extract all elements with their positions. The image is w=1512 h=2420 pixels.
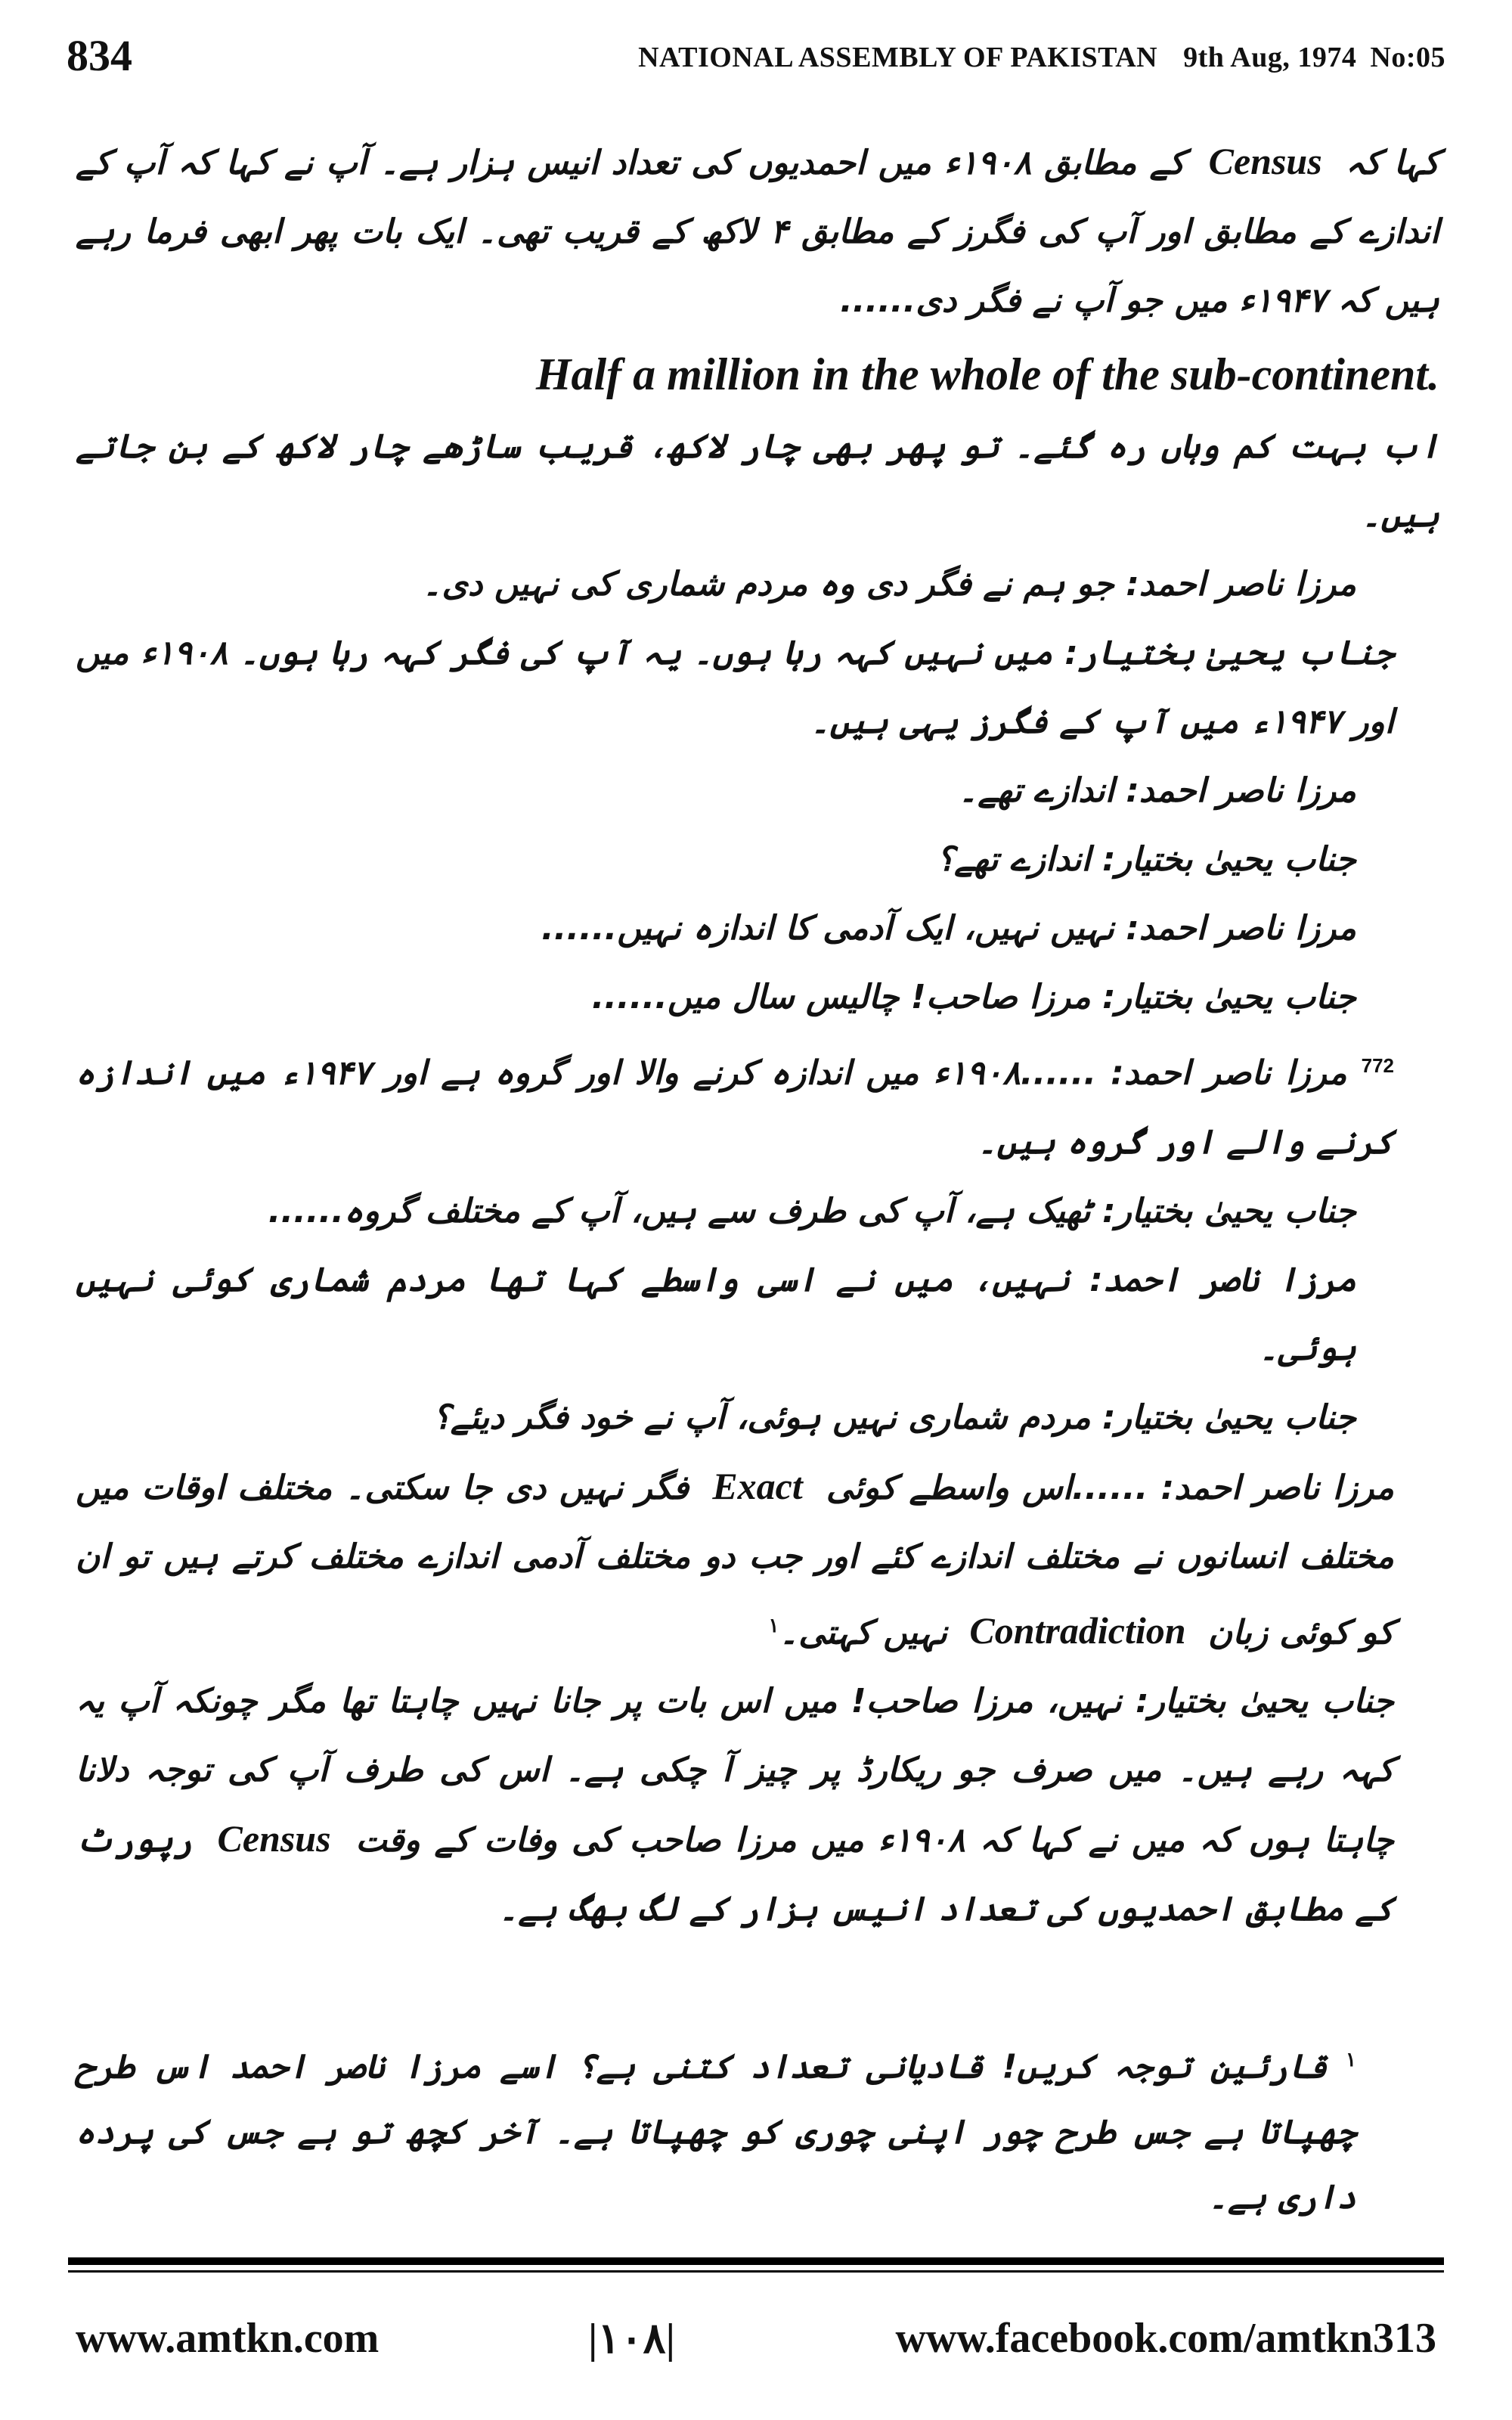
footnote — [76, 2027, 1439, 2230]
speaker-label: جناب یحییٰ بختیار: — [1102, 840, 1356, 879]
term-exact: Exact — [712, 1464, 803, 1507]
footnote-body: قارئین توجہ کریں! قادیانی تعداد کتنی ہے؟ اسے مرزا ناصر احمد اس طرح چھپاتا ہے جس طرح چور اپنی چوری کو چھپاتا ہے۔ آخر کچھ تو ہے جس کی پردہ داری ہے۔ — [76, 2047, 1356, 2217]
dialogue-text: ٹھیک ہے، آپ کی طرف سے ہیں، آپ کے مختلف گروہ...... — [268, 1191, 1091, 1230]
book-page-number: |۱۰۸| — [588, 2316, 675, 2363]
dialogue-text-a: نہیں، مرزا صاحب! میں اس بات پر جانا نہیں چاہتا تھا مگر چونکہ آپ یہ کہہ رہے ہیں۔ میں صرف جو ریکارڈ پر چیز آ چکی ہے۔ اس کی طرف آپ کی توجہ دلانا چاہتا ہوں کہ میں نے کہا کہ ۱۹۰۸ء میں مرزا صاحب کی وفات کے وقت — [76, 1682, 1394, 1860]
speaker-label: جناب یحییٰ بختیار: — [1102, 1191, 1356, 1230]
footer-facebook-link[interactable]: www.facebook.com/amtkn313 — [895, 2315, 1436, 2362]
speaker-label: جناب یحییٰ بختیار: — [1102, 978, 1356, 1016]
footer-rule-thin — [68, 2270, 1444, 2273]
footnote-ref: ۱ — [768, 1613, 779, 1637]
dialogue-line-10 — [76, 1177, 1439, 1246]
page-footer — [67, 2314, 1445, 2375]
dialogue-text: مردم شماری نہیں ہوئی، آپ نے خود فگر دیئے؟ — [432, 1398, 1091, 1437]
dialogue-line-9 — [76, 1032, 1439, 1177]
speaker-label: مرزا ناصر احمد: — [1111, 1053, 1347, 1093]
dialogue-text-a: ......اس واسطے کوئی — [826, 1468, 1148, 1507]
speaker-label: مرزا ناصر احمد: — [1126, 909, 1356, 948]
dialogue-text-b: رپورٹ کے مطابق احمدیوں کی تعداد انیس ہزار کے لگ بھگ ہے۔ — [76, 1821, 1394, 1929]
dialogue-line-4 — [76, 619, 1439, 756]
footer-rule-thick — [68, 2257, 1444, 2265]
page-marker: 772 — [1361, 1054, 1394, 1077]
english-quote: Half a million in the whole of the sub-continent. — [535, 349, 1439, 399]
dialogue-text-b: فگر نہیں دی جا سکتی۔ مختلف اوقات میں مختلف انسانوں نے مختلف اندازے کئے اور جب دو مختلف آدمی اندازے مختلف کرتے ہیں تو ان کو کوئی زبان — [76, 1468, 1394, 1652]
speaker-label: مرزا ناصر احمد: — [1126, 771, 1356, 810]
page-header — [67, 30, 1445, 91]
dialogue-text: جو ہم نے فگر دی وہ مردم شماری کی نہیں دی۔ — [422, 565, 1114, 603]
speaker-label: مرزا ناصر احمد: — [1126, 565, 1356, 603]
dialogue-text: میں نہیں کہہ رہا ہوں۔ یہ آپ کی فگر کہہ رہا ہوں۔ ۱۹۰۸ء میں اور ۱۹۴۷ء میں آپ کے فگرز یہی ہیں۔ — [76, 634, 1394, 741]
dialogue-text: ......۱۹۰۸ء میں اندازہ کرنے والا اور گروہ ہے اور ۱۹۴۷ء میں اندازہ کرنے والے اور گروہ ہیں۔ — [76, 1053, 1394, 1162]
dialogue-line-7 — [76, 894, 1439, 963]
speaker-label: مرزا ناصر احمد: — [1089, 1260, 1356, 1299]
dialogue-line-12 — [76, 1383, 1439, 1452]
page-number: 834 — [67, 31, 132, 80]
term-census: Census — [1208, 140, 1322, 182]
page-body — [76, 127, 1439, 1944]
dialogue-line-6 — [76, 825, 1439, 894]
speaker-label: مرزا ناصر احمد: — [1160, 1468, 1394, 1507]
publication-title: NATIONAL ASSEMBLY OF PAKISTAN — [638, 42, 1158, 73]
footer-website-link[interactable]: www.amtkn.com — [76, 2315, 380, 2362]
dialogue-line-11 — [76, 1246, 1439, 1383]
dialogue-text: اندازے تھے۔ — [958, 771, 1114, 810]
footnote-text — [76, 2027, 1439, 2230]
header-date: 9th Aug, 1974 — [1183, 42, 1357, 73]
dialogue-line-3 — [76, 550, 1439, 619]
running-header — [638, 41, 1445, 74]
dialogue-text: نہیں، میں نے اسی واسطے کہا تھا مردم شماری کوئی نہیں ہوئی۔ — [76, 1260, 1356, 1368]
paragraph-2: اب بہت کم وہاں رہ گئے۔ تو پھر بھی چار لاکھ، قریب ساڑھے چار لاکھ کے بن جاتے ہیں۔ — [76, 427, 1439, 535]
paragraph-1 — [76, 127, 1439, 335]
dialogue-text: نہیں نہیں، ایک آدمی کا اندازہ نہیں...... — [541, 909, 1114, 948]
dialogue-line-5 — [76, 756, 1439, 825]
dialogue-text-c: نہیں کہتی۔ — [779, 1613, 948, 1652]
header-issue: No:05 — [1370, 42, 1445, 73]
dialogue-line-14 — [76, 1667, 1439, 1944]
p1-text-b: کے مطابق ۱۹۰۸ء میں احمدیوں کی تعداد انیس ہزار ہے۔ آپ نے کہا کہ آپ کے اندازے کے مطابق اور آپ کی فگرز کے مطابق ۴ لاکھ کے قریب تھی۔ ایک بات پھر ابھی فرما رہے ہیں کہ ۱۹۴۷ء میں جو آپ نے فگر دی...... — [76, 144, 1440, 320]
speaker-label: جناب یحییٰ بختیار: — [1102, 1398, 1356, 1437]
speaker-label: جناب یحییٰ بختیار: — [1064, 634, 1394, 672]
dialogue-text: مرزا صاحب! چالیس سال میں...... — [591, 978, 1091, 1016]
term-census: Census — [217, 1817, 331, 1860]
term-contradiction: Contradiction — [969, 1609, 1186, 1652]
p1-text-a: کہا کہ — [1345, 144, 1439, 182]
footnote-mark: ۱ — [1346, 2048, 1357, 2071]
dialogue-text: اندازے تھے؟ — [936, 840, 1091, 879]
speaker-label: جناب یحییٰ بختیار: — [1136, 1682, 1394, 1721]
dialogue-line-8 — [76, 963, 1439, 1032]
dialogue-line-13 — [76, 1452, 1439, 1668]
